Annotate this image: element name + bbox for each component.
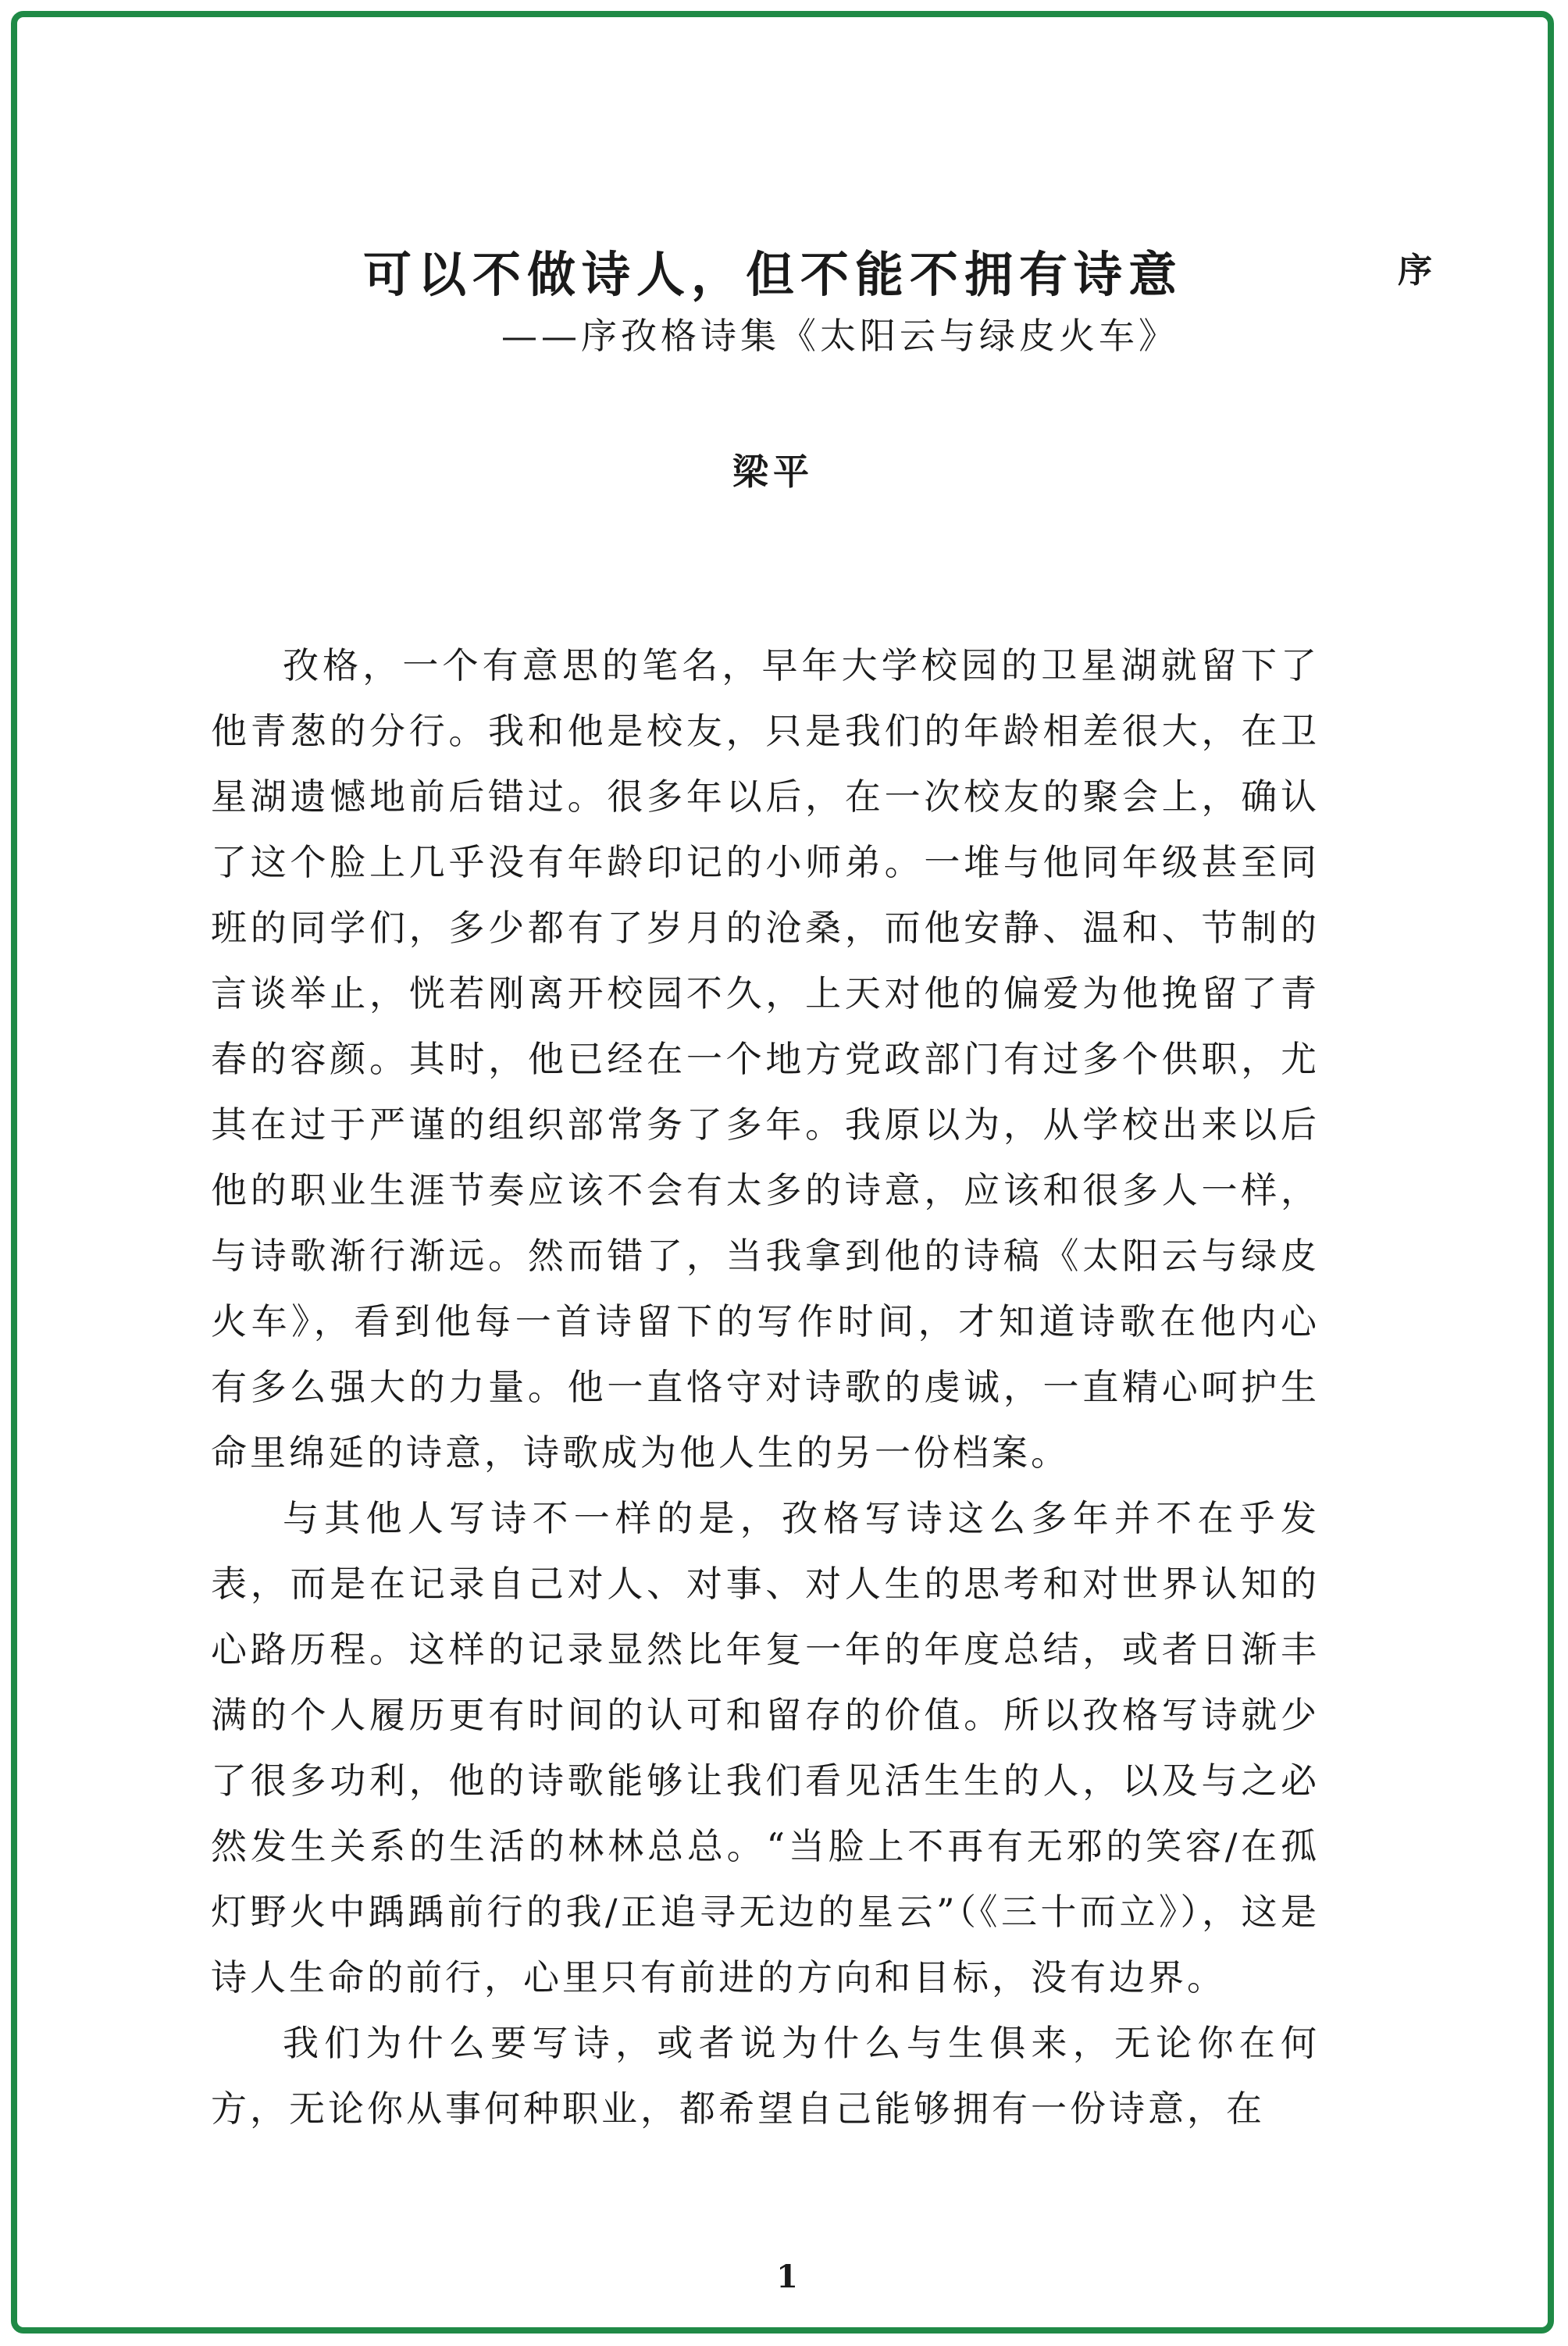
paragraph-2: 与其他人写诗不一样的是，孜格写诗这么多年并不在乎发表，而是在记录自己对人、对事、对人生的思考和对世界认知的心路历程。这样的记录显然比年复一年的年度总结，或者日渐丰满的个人履历更有时间的认可和留存的价值。所以孜格写诗就少了很多功利，他的诗歌能够让我们看见活生生的人，以及与之必然发生关系的生活的林林总总。“当脸上不再有无邪的笑容/在孤灯野火中踽踽前行的我/正追寻无边的星云”（《三十而立》），这是诗人生命的前行，心里只有前进的方向和目标，没有边界。 xyxy=(211,1497,1320,1998)
page-number: 1 xyxy=(776,2259,798,2295)
running-head: 序 xyxy=(1398,251,1434,291)
document-page xyxy=(17,17,1548,2327)
page-subtitle: ——序孜格诗集《太阳云与绿皮火车》 xyxy=(501,315,1178,357)
paragraph-1: 孜格，一个有意思的笔名，早年大学校园的卫星湖就留下了他青葱的分行。我和他是校友，只是我们的年龄相差很大，在卫星湖遗憾地前后错过。很多年以后，在一次校友的聚会上，确认了这个脸上几乎没有年龄印记的小师弟。一堆与他同年级甚至同班的同学们，多少都有了岁月的沧桑，而他安静、温和、节制的言谈举止，恍若刚离开校园不久，上天对他的偏爱为他挽留了青春的容颜。其时，他已经在一个地方党政部门有过多个供职，尤其在过于严谨的组织部常务了多年。我原以为，从学校出来以后他的职业生涯节奏应该不会有太多的诗意，应该和很多人一样，与诗歌渐行渐远。然而错了，当我拿到他的诗稿《太阳云与绿皮火车》，看到他每一首诗留下的写作时间，才知道诗歌在他内心有多么强大的力量。他一直恪守对诗歌的虔诚，一直精心呵护生命里绵延的诗意，诗歌成为他人生的另一份档案。 xyxy=(211,644,1320,1474)
body-text xyxy=(211,633,1320,2141)
page-frame xyxy=(11,11,1554,2334)
author-name: 梁平 xyxy=(732,451,814,493)
paragraph-3: 我们为什么要写诗，或者说为什么与生俱来，无论你在何方，无论你从事何种职业，都希望自己能够拥有一份诗意，在 xyxy=(211,2022,1320,2130)
page-title: 可以不做诗人，但不能不拥有诗意 xyxy=(362,246,1183,303)
